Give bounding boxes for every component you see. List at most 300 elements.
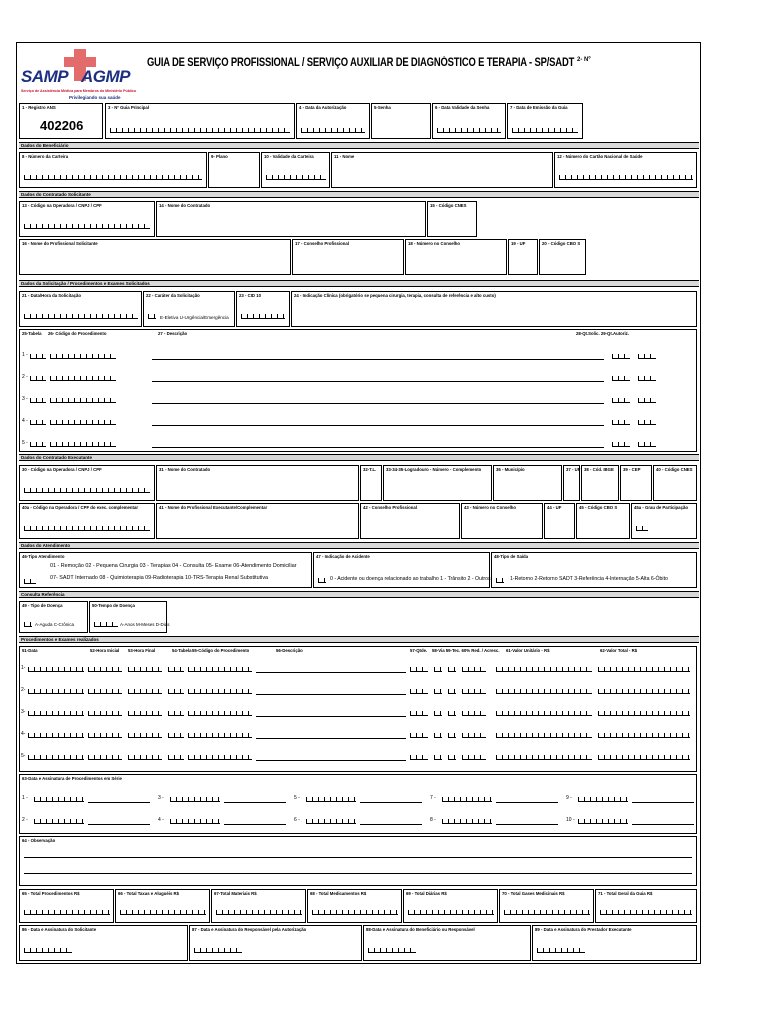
samp-agmp-logo: [21, 49, 146, 99]
field-assinatura-beneficiario[interactable]: [363, 925, 531, 961]
field-tl[interactable]: [360, 465, 382, 501]
field-label: 50-Tempo de Doença: [92, 603, 135, 608]
section-contratado-solicitante: [19, 191, 699, 198]
serie-number: 6 -: [294, 817, 300, 823]
form-title: GUIA DE SERVIÇO PROFISSIONAL / SERVIÇO AUXILIAR DE DIAGNÓSTICO E TERAPIA - SP/SADT: [147, 57, 575, 69]
logo-subtitle: Serviço de Assistência Médica para Membros do Ministério Público: [21, 89, 137, 93]
serie-date-boxes: [34, 797, 84, 802]
field-label: 13 - Código na Operadora / CNPJ / CPF: [22, 203, 102, 208]
valor-unitario-boxes: [496, 689, 592, 694]
codigo-boxes: [50, 354, 116, 359]
solicitado-row[interactable]: [20, 440, 696, 450]
row-number: 2 -: [22, 374, 28, 380]
field-municipio[interactable]: [493, 465, 562, 501]
serie-signature-line: [224, 824, 286, 825]
field-label: 65 - Total Procedimentos R$: [22, 891, 80, 896]
date-boxes: [24, 314, 138, 319]
solicitado-row[interactable]: [20, 396, 696, 406]
field-cod-ibge[interactable]: [581, 465, 619, 501]
col-via-tec-red: 58-Via 59-Tec. 60% Red. / Acresc.: [432, 648, 500, 653]
serie-item[interactable]: [22, 795, 154, 805]
field-label: 1 - Registro ANS: [22, 105, 56, 110]
carater-box: [148, 314, 156, 319]
field-label: 12 - Número do Cartão Nacional de Saúde: [557, 154, 643, 159]
serie-number: 3 -: [158, 795, 164, 801]
field-label: 3 - Nº Guia Principal: [108, 105, 149, 110]
serie-date-boxes: [34, 819, 84, 824]
col-quantidades: 28-Qt.Solic. 29-Qt.Autoriz.: [576, 331, 630, 336]
serie-date-boxes: [578, 819, 628, 824]
col-descricao: 27 - Descrição: [158, 331, 188, 336]
col-descricao: 56-Descrição: [276, 648, 303, 653]
serie-number: 9 -: [566, 795, 572, 801]
col-tabela: 25-Tabela: [22, 331, 42, 336]
tec-box: [448, 755, 456, 760]
field-label: 8 - Número da Carteira: [22, 154, 69, 159]
field-registro-ans[interactable]: [19, 103, 103, 139]
field-logradouro[interactable]: [383, 465, 492, 501]
field-label: 46-Tipo Atendimento: [22, 554, 65, 559]
field-tempo-doenca[interactable]: [89, 601, 170, 633]
serie-number: 7 -: [430, 795, 436, 801]
field-plano[interactable]: [208, 152, 260, 188]
hora-inicial-boxes: [88, 667, 122, 672]
field-nome-beneficiario[interactable]: [331, 152, 553, 188]
valor-unitario-boxes: [496, 733, 592, 738]
section-title: Consulta Referência: [21, 592, 65, 597]
descricao-line: [256, 716, 406, 717]
col-valor-total: 62-Valor Total - R$: [600, 648, 638, 653]
field-conselho-solicitante[interactable]: [292, 239, 404, 275]
field-uf-solicitante[interactable]: [508, 239, 538, 275]
data-boxes: [28, 733, 84, 738]
field-label: 87 - Data e Assinatura do Responsável pela Autorização: [192, 927, 307, 932]
descricao-line: [152, 403, 604, 404]
field-cnes-executante[interactable]: [653, 465, 697, 501]
field-data-autorizacao[interactable]: [296, 103, 370, 139]
valor-unitario-boxes: [496, 667, 592, 672]
tabela-boxes: [30, 376, 46, 381]
tempo-doenca-boxes: [94, 622, 118, 627]
field-label: 70 - Total Gases Medicinais R$: [502, 891, 565, 896]
qtde-boxes: [410, 755, 428, 760]
date-boxes: [437, 128, 501, 133]
row-number: 3-: [21, 709, 26, 715]
guide-number-label: 2- Nº: [577, 57, 591, 63]
col-hora-final: 53-Hora Final: [128, 648, 156, 653]
tabela-boxes: [30, 442, 46, 447]
qt-solic-boxes: [612, 420, 630, 425]
section-title: Dados do Beneficiário: [21, 143, 69, 148]
serie-date-boxes: [442, 819, 492, 824]
hora-inicial-boxes: [88, 689, 122, 694]
valor-total-boxes: [598, 667, 690, 672]
tabela-boxes: [30, 398, 46, 403]
field-indicacao-acidente[interactable]: [313, 552, 490, 588]
serie-date-boxes: [306, 819, 356, 824]
serie-number: 1 -: [22, 795, 28, 801]
realizado-row[interactable]: [20, 687, 696, 697]
qt-solic-boxes: [612, 376, 630, 381]
descricao-line: [256, 672, 406, 673]
field-codigo-operadora-solicitante[interactable]: [19, 201, 155, 237]
descricao-line: [152, 381, 604, 382]
qt-solic-boxes: [612, 442, 630, 447]
codigo-boxes: [50, 420, 116, 425]
codigo-boxes: [50, 376, 116, 381]
qtde-boxes: [410, 733, 428, 738]
col-data: 51-Data: [22, 648, 38, 653]
section-solicitacao: [19, 280, 699, 287]
date-boxes: [24, 948, 72, 953]
field-label: 10 - Validade da Carteira: [264, 154, 314, 159]
field-label: 14 - Nome do Contratado: [159, 203, 211, 208]
guia-principal-boxes: [110, 128, 290, 133]
col-qtde: 57-Qtde.: [410, 648, 428, 653]
section-title: Dados da Solicitação / Procedimentos e Exames Solicitados: [21, 281, 150, 286]
field-codigo-operadora-executante[interactable]: [19, 465, 155, 501]
field-codigo-exec-complementar[interactable]: [19, 503, 155, 539]
field-uf-executante[interactable]: [563, 465, 580, 501]
realizado-row[interactable]: [20, 731, 696, 741]
field-label: 37 - UF: [566, 467, 581, 472]
red-acresc-boxes: [462, 755, 486, 760]
descricao-line: [152, 447, 604, 448]
field-assinatura-prestador[interactable]: [532, 925, 697, 961]
field-label: 45 - Código CBO S: [579, 505, 618, 510]
row-number: 1 -: [22, 352, 28, 358]
serie-item[interactable]: [294, 817, 426, 827]
codigo-boxes: [188, 733, 252, 738]
serie-number: 4 -: [158, 817, 164, 823]
qtde-boxes: [410, 711, 428, 716]
field-conselho-executante[interactable]: [360, 503, 460, 539]
valor-boxes: [24, 910, 110, 915]
sadt-form: [16, 42, 701, 964]
section-title: Dados do Atendimento: [21, 543, 71, 548]
valor-total-boxes: [598, 689, 690, 694]
field-label: 21 - Data/Hora da Solicitação: [22, 293, 81, 298]
field-label: 66 - Total Taxas e Aluguéis R$: [118, 891, 180, 896]
carteira-boxes: [24, 175, 202, 180]
serie-item[interactable]: [22, 817, 154, 827]
solicitado-row[interactable]: [20, 374, 696, 384]
date-boxes: [266, 175, 326, 180]
field-total-materiais[interactable]: [211, 889, 306, 923]
field-total-geral[interactable]: [595, 889, 697, 923]
serie-item[interactable]: [430, 795, 562, 805]
valor-boxes: [312, 910, 398, 915]
field-numero-conselho-executante[interactable]: [461, 503, 543, 539]
tabela-boxes: [168, 755, 184, 760]
registro-ans-value: 402206: [40, 118, 84, 133]
qt-autoriz-boxes: [638, 354, 656, 359]
field-profissional-executante[interactable]: [156, 503, 359, 539]
field-cep[interactable]: [620, 465, 652, 501]
grau-boxes: [636, 526, 648, 531]
serie-signature-line: [88, 824, 150, 825]
field-assinatura-solicitante[interactable]: [19, 925, 188, 961]
field-label: 64 - Observação: [22, 838, 56, 843]
valor-unitario-boxes: [496, 755, 592, 760]
col-codigo: 26- Código do Procedimento: [48, 331, 107, 336]
field-total-gases[interactable]: [499, 889, 594, 923]
field-cartao-nacional-saude[interactable]: [554, 152, 697, 188]
row-number: 5-: [21, 753, 26, 759]
field-procedimentos-serie[interactable]: [19, 774, 697, 834]
serie-signature-line: [496, 824, 558, 825]
field-label: 49 - Tipo de Doença: [22, 603, 63, 608]
field-uf-conselho-executante[interactable]: [544, 503, 575, 539]
realizado-row[interactable]: [20, 665, 696, 675]
serie-item[interactable]: [430, 817, 562, 827]
field-numero-carteira[interactable]: [19, 152, 207, 188]
serie-date-boxes: [170, 797, 220, 802]
serie-item[interactable]: [158, 817, 290, 827]
section-consulta-referencia: [19, 591, 699, 598]
field-label: 23 - CID 10: [239, 293, 261, 298]
tipo-atendimento-box: [24, 579, 36, 584]
via-box: [434, 733, 442, 738]
field-validade-senha[interactable]: [432, 103, 506, 139]
field-data-hora-solicitacao[interactable]: [19, 291, 142, 327]
valor-total-boxes: [598, 733, 690, 738]
field-label: 88-Data e Assinatura do Beneficiário ou Responsável: [366, 927, 475, 932]
serie-date-boxes: [306, 797, 356, 802]
field-nome-contratado-solicitante[interactable]: [156, 201, 426, 237]
tec-box: [448, 689, 456, 694]
codigo-boxes: [188, 755, 252, 760]
tabela-boxes: [168, 689, 184, 694]
date-boxes: [512, 128, 578, 133]
section-title: Dados do Contratado Executante: [21, 455, 93, 460]
hora-inicial-boxes: [88, 733, 122, 738]
field-profissional-solicitante[interactable]: [19, 239, 291, 275]
date-boxes: [368, 948, 416, 953]
logo-slogan: Privilegiando sua saúde: [69, 95, 121, 100]
field-total-medicamentos[interactable]: [307, 889, 402, 923]
qtde-boxes: [410, 689, 428, 694]
qt-autoriz-boxes: [638, 420, 656, 425]
tipo-doenca-box: [24, 622, 32, 627]
carater-options: E-Eletiva U-Urgência/Emergência: [160, 315, 229, 320]
field-validade-carteira[interactable]: [261, 152, 330, 188]
codigo-boxes: [188, 711, 252, 716]
field-cid10[interactable]: [236, 291, 290, 327]
field-label: 17 - Conselho Profissional: [295, 241, 349, 246]
descricao-line: [256, 694, 406, 695]
serie-date-boxes: [578, 797, 628, 802]
section-beneficiario: [19, 142, 699, 149]
serie-item[interactable]: [566, 795, 698, 805]
red-acresc-boxes: [462, 711, 486, 716]
serie-signature-line: [360, 802, 422, 803]
field-label: 39 - CEP: [623, 467, 641, 472]
field-numero-conselho-solicitante[interactable]: [405, 239, 507, 275]
descricao-line: [152, 425, 604, 426]
row-number: 1-: [21, 665, 26, 671]
logo-agmp: AGMP: [81, 67, 130, 86]
qt-solic-boxes: [612, 398, 630, 403]
tipo-atendimento-options-2: 07- SADT Internado 08 - Quimioterapia 09-Radioterapia 10-TRS-Terapia Renal Substitutiva: [50, 575, 269, 581]
col-codigo: 55-Código do Procedimento: [192, 648, 250, 653]
qtde-boxes: [410, 667, 428, 672]
serie-number: 2 -: [22, 817, 28, 823]
field-label: 40 - Código CNES: [656, 467, 693, 472]
field-label: 69 - Total Diárias R$: [406, 891, 447, 896]
field-label: 45a - Grau de Participação: [634, 505, 688, 510]
field-total-procedimentos[interactable]: [19, 889, 114, 923]
codigo-boxes: [24, 488, 150, 493]
field-guia-principal[interactable]: [105, 103, 295, 139]
hora-final-boxes: [128, 733, 162, 738]
codigo-boxes: [188, 689, 252, 694]
field-label: 15 - Código CNES: [430, 203, 467, 208]
solicitado-row[interactable]: [20, 352, 696, 362]
hora-final-boxes: [128, 689, 162, 694]
field-label: 33-34-35-Logradouro - Número - Complemento: [386, 467, 482, 472]
serie-signature-line: [632, 824, 694, 825]
field-label: 41 - Nome do Profissional Executante/Complementar: [159, 505, 268, 510]
qt-solic-boxes: [612, 354, 630, 359]
descricao-line: [152, 359, 604, 360]
valor-boxes: [504, 910, 590, 915]
serie-date-boxes: [442, 797, 492, 802]
field-nome-contratado-executante[interactable]: [156, 465, 359, 501]
section-procedimentos-realizados: [19, 636, 699, 643]
field-tipo-atendimento[interactable]: [19, 552, 312, 588]
field-label: 9- Plano: [211, 154, 228, 159]
solicitado-row[interactable]: [20, 418, 696, 428]
qt-autoriz-boxes: [638, 376, 656, 381]
serie-signature-line: [360, 824, 422, 825]
field-total-taxas[interactable]: [115, 889, 210, 923]
date-boxes: [194, 948, 242, 953]
observacao-line: [24, 857, 692, 858]
field-label: 47 - Indicação de Acidente: [316, 554, 370, 559]
procedimentos-solicitados-table: [19, 329, 697, 452]
realizado-row[interactable]: [20, 709, 696, 719]
field-data-emissao[interactable]: [507, 103, 583, 139]
field-tipo-doenca[interactable]: [19, 601, 88, 633]
field-label: 38 - Cód. IBGE: [584, 467, 614, 472]
valor-total-boxes: [598, 755, 690, 760]
field-label: 42 - Conselho Profissional: [363, 505, 417, 510]
tabela-boxes: [30, 354, 46, 359]
field-label: 5-Senha: [374, 105, 391, 110]
date-boxes: [537, 948, 585, 953]
field-cnes-solicitante[interactable]: [427, 201, 477, 237]
via-box: [434, 755, 442, 760]
valor-boxes: [600, 910, 692, 915]
codigo-boxes: [24, 526, 150, 531]
field-grau-participacao[interactable]: [631, 503, 697, 539]
tec-box: [448, 667, 456, 672]
via-box: [434, 667, 442, 672]
descricao-line: [256, 738, 406, 739]
valor-boxes: [216, 910, 302, 915]
hora-final-boxes: [128, 667, 162, 672]
serie-number: 10 -: [566, 817, 575, 823]
field-label: 20 - Código CBO S: [542, 241, 581, 246]
saida-box: [496, 578, 504, 583]
tipo-doenca-options: A-Aguda C-Crônica: [35, 622, 75, 627]
via-box: [434, 689, 442, 694]
field-label: 40a - Código na Operadora / CPF do exec. complementar: [22, 505, 139, 510]
serie-signature-line: [224, 802, 286, 803]
field-label: 30 - Código na Operadora / CNPJ / CPF: [22, 467, 102, 472]
codigo-boxes: [24, 224, 150, 229]
field-label: 68 - Total Medicamentos R$: [310, 891, 367, 896]
row-number: 5 -: [22, 440, 28, 446]
field-carater-solicitacao[interactable]: [143, 291, 235, 327]
saida-options: 1-Retorno 2-Retorno SADT 3-Referência 4-Internação 5-Alta 6-Óbito: [510, 576, 668, 582]
serie-item[interactable]: [294, 795, 426, 805]
observacao-line: [24, 873, 692, 874]
field-tipo-saida[interactable]: [491, 552, 697, 588]
serie-signature-line: [632, 802, 694, 803]
field-label: 71 - Total Geral da Guia R$: [598, 891, 653, 896]
data-boxes: [28, 667, 84, 672]
realizado-row[interactable]: [20, 753, 696, 763]
acidente-box: [318, 578, 326, 583]
tabela-boxes: [168, 711, 184, 716]
red-acresc-boxes: [462, 689, 486, 694]
hora-final-boxes: [128, 755, 162, 760]
tec-box: [448, 733, 456, 738]
serie-item[interactable]: [566, 817, 698, 827]
field-label: 63-Data e Assinatura de Procedimentos em Série: [22, 776, 122, 781]
codigo-boxes: [188, 667, 252, 672]
tec-box: [448, 711, 456, 716]
codigo-boxes: [50, 442, 116, 447]
field-label: 22 - Caráter da Solicitação: [146, 293, 200, 298]
field-observacao[interactable]: [19, 836, 697, 886]
field-senha[interactable]: [371, 103, 431, 139]
field-cbos-executante[interactable]: [576, 503, 630, 539]
row-number: 4-: [21, 731, 26, 737]
field-label: 7 - Data de Emissão da Guia: [510, 105, 568, 110]
col-valor-unitario: 61-Valor Unitário - R$: [506, 648, 550, 653]
data-boxes: [28, 711, 84, 716]
field-total-diarias[interactable]: [403, 889, 498, 923]
section-atendimento: [19, 542, 699, 549]
valor-boxes: [408, 910, 494, 915]
field-label: 67-Total Materiais R$: [214, 891, 257, 896]
logo-cross-horizontal: [64, 57, 96, 67]
red-acresc-boxes: [462, 733, 486, 738]
field-indicacao-clinica[interactable]: [291, 291, 697, 327]
row-number: 4 -: [22, 418, 28, 424]
tipo-atendimento-options-1: 01 - Remoção 02 - Pequena Cirurgia 03 - Terapias 04 - Consulta 05- Exame 06-Atendimento Domiciliar: [50, 563, 297, 569]
field-cbos-solicitante[interactable]: [539, 239, 586, 275]
serie-signature-line: [88, 802, 150, 803]
section-contratado-executante: [19, 454, 699, 461]
tempo-doenca-options: A-Anos M-Meses D-Dias: [120, 622, 170, 627]
serie-item[interactable]: [158, 795, 290, 805]
cid-boxes: [241, 314, 285, 319]
field-label: 6 - Data Validade da Senha: [435, 105, 490, 110]
field-label: 24 - Indicação Clínica (obrigatório se pequena cirurgia, terapia, consulta de referência e alto custo): [294, 293, 496, 298]
data-boxes: [28, 755, 84, 760]
section-title: Dados do Contratado Solicitante: [21, 192, 91, 197]
valor-boxes: [120, 910, 206, 915]
valor-total-boxes: [598, 711, 690, 716]
field-assinatura-autorizacao[interactable]: [189, 925, 362, 961]
serie-date-boxes: [170, 819, 220, 824]
via-box: [434, 711, 442, 716]
serie-signature-line: [496, 802, 558, 803]
